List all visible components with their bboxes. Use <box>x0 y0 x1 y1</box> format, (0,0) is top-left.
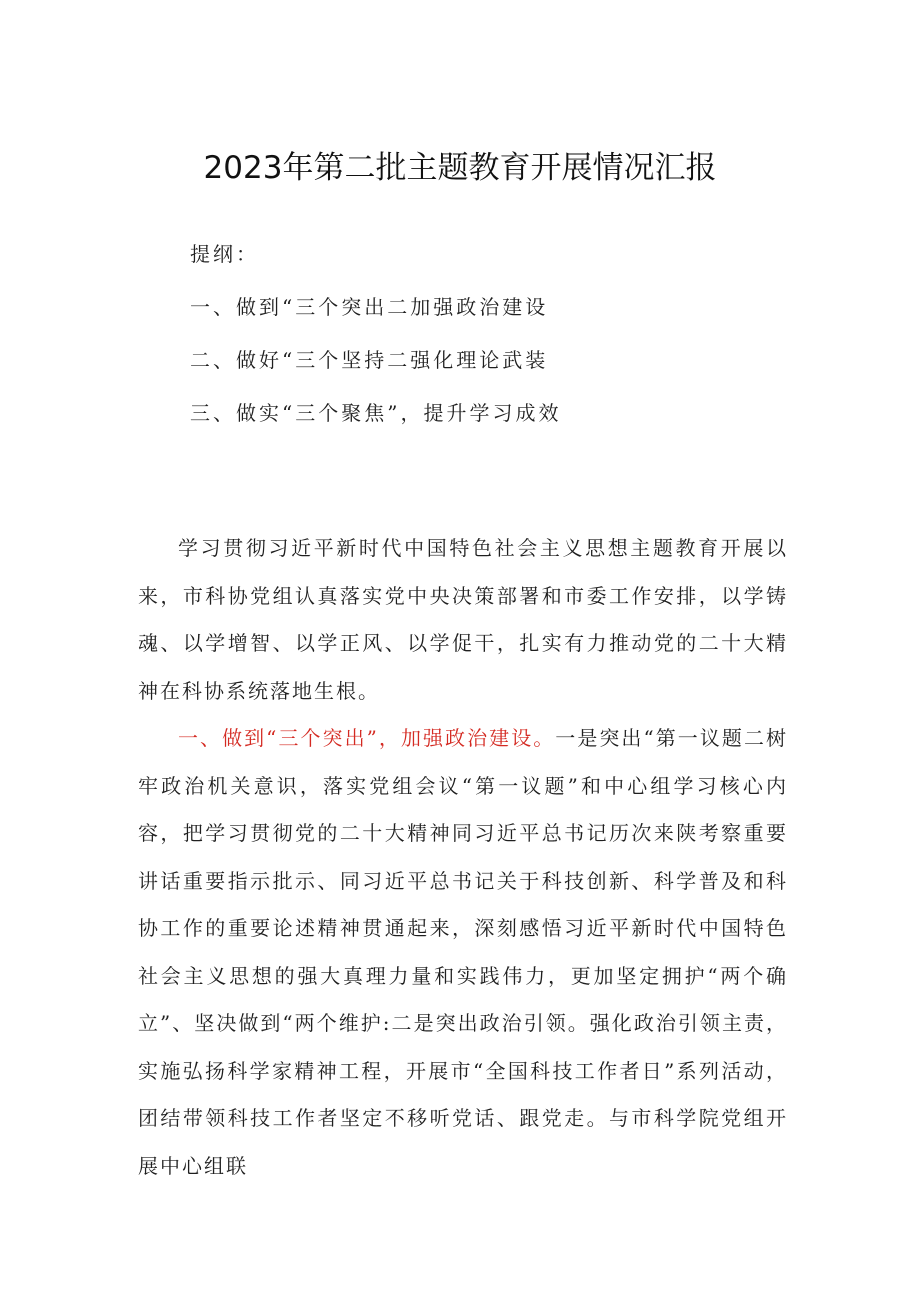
document-title: 2023年第二批主题教育开展情况汇报 <box>203 150 717 186</box>
section-1-paragraph <box>138 715 788 1190</box>
outline-item-3: 三、做实“三个聚焦”，提升学习成效 <box>190 401 562 425</box>
section-1-heading: 一、做到“三个突出”，加强政治建设。 <box>178 726 556 750</box>
body-text <box>138 525 788 1190</box>
section-1-body: 一是突出“第一议题二树牢政治机关意识，落实党组会议“第一议题”和中心组学习核心内容，把学习贯彻党的二十大精神同习近平总书记历次来陕考察重要讲话重要指示批示、同习近平总书记关于科技创新、科学普及和科协工作的重要论述精神贯通起来，深刻感悟习近平新时代中国特色社会主义思想的强大真理力量和实践伟力，更加坚定拥护“两个确立”、坚决做到“两个维护:二是突出政治引领。强化政治引领主责，实施弘扬科学家精神工程，开展市“全国科技工作者日”系列活动，团结带领科技工作者坚定不移听党话、跟党走。与市科学院党组开展中心组联 <box>138 726 788 1178</box>
outline-item-2: 二、做好“三个坚持二强化理论武装 <box>190 348 549 372</box>
intro-paragraph: 学习贯彻习近平新时代中国特色社会主义思想主题教育开展以来，市科协党组认真落实党中央决策部署和市委工作安排，以学铸魂、以学增智、以学正风、以学促干，扎实有力推动党的二十大精神在科协系统落地生根。 <box>138 536 788 703</box>
outline-heading: 提纲： <box>190 242 259 266</box>
outline-item-1: 一、做到“三个突出二加强政治建设 <box>190 295 549 319</box>
outline-section <box>190 237 561 449</box>
